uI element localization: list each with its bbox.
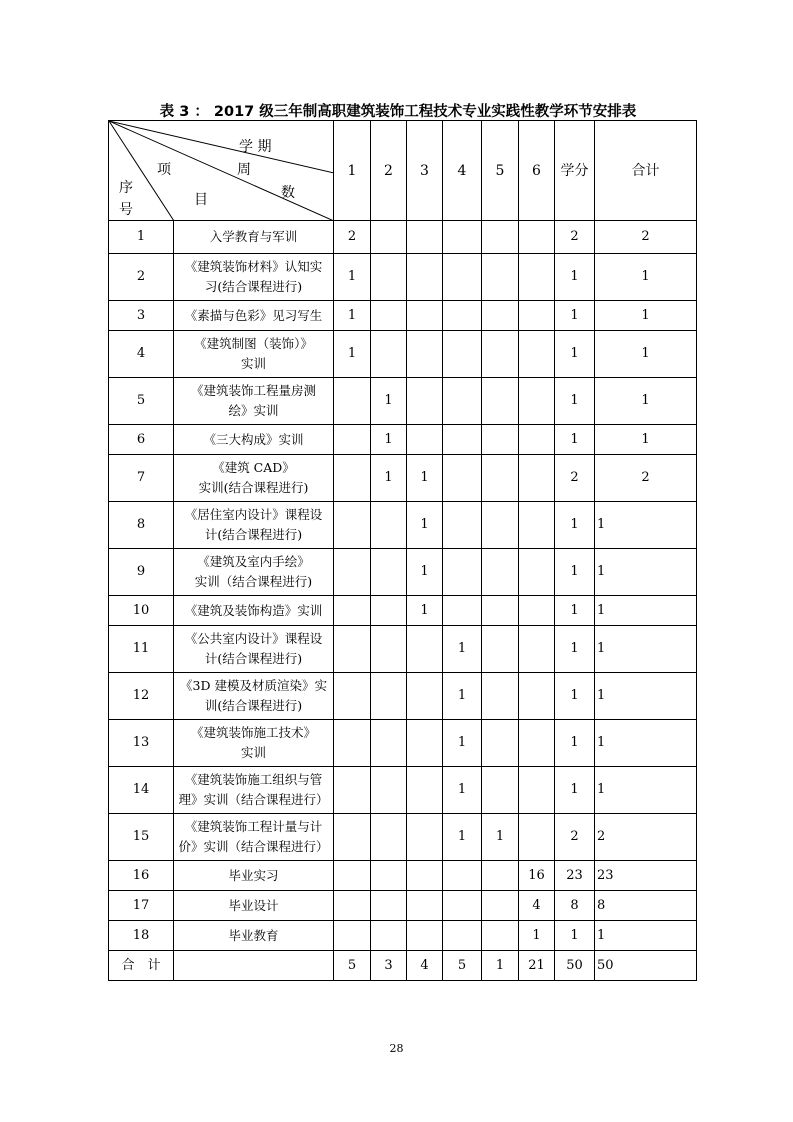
term-value-5: [482, 921, 519, 951]
term-value-5: [482, 254, 519, 301]
term-value-2: 1: [371, 425, 407, 455]
term-value-4: [443, 425, 482, 455]
term-value-6: 16: [519, 861, 555, 891]
term-value-2: [371, 814, 407, 861]
term-value-2: [371, 673, 407, 720]
term-value-4: 1: [443, 814, 482, 861]
item-name-cell: [174, 301, 334, 331]
credit-value: 1: [555, 425, 595, 455]
row-number: 17: [109, 891, 174, 921]
term-value-6: [519, 378, 555, 425]
item-name-line: 实训: [240, 356, 266, 371]
term-value-2: [371, 549, 407, 596]
item-name-line: 毕业实习: [228, 867, 279, 883]
term-value-3: [407, 301, 443, 331]
totals-label: 合 计: [109, 951, 174, 981]
corner-label-term: 学 期: [239, 139, 272, 155]
item-name-cell: [174, 378, 334, 425]
term-value-2: [371, 221, 407, 254]
credit-value: 1: [555, 502, 595, 549]
term-value-4: 1: [443, 720, 482, 767]
term-value-2: 1: [371, 455, 407, 502]
term-value-2: [371, 254, 407, 301]
term-value-4: 1: [443, 626, 482, 673]
item-name-line: 《建筑 CAD》: [212, 460, 295, 475]
table-row: [109, 331, 697, 378]
term-value-1: [334, 767, 371, 814]
totals-term-1: 5: [334, 951, 371, 981]
term-value-3: [407, 891, 443, 921]
term-value-3: [407, 254, 443, 301]
term-value-5: [482, 301, 519, 331]
term-value-1: [334, 502, 371, 549]
term-header-4: 4: [443, 121, 482, 221]
corner-label-item-b: 目: [194, 192, 208, 208]
row-number: 7: [109, 455, 174, 502]
term-header-6: 6: [519, 121, 555, 221]
total-value: 1: [595, 331, 697, 378]
term-value-3: [407, 331, 443, 378]
term-value-6: [519, 455, 555, 502]
term-value-6: [519, 596, 555, 626]
total-value: 1: [595, 767, 697, 814]
item-name-line: 《三大构成》实训: [203, 431, 304, 447]
term-value-2: [371, 720, 407, 767]
term-value-4: [443, 455, 482, 502]
row-number: 2: [109, 254, 174, 301]
corner-label-count: 数: [281, 185, 295, 201]
total-header: 合计: [595, 121, 697, 221]
term-value-6: [519, 502, 555, 549]
row-number: 16: [109, 861, 174, 891]
total-value: 1: [595, 921, 697, 951]
item-name-line: 价》实训（结合课程进行）: [178, 839, 329, 854]
term-value-5: [482, 549, 519, 596]
item-name-cell: [174, 455, 334, 502]
total-value: 1: [595, 549, 697, 596]
item-name-line: 实训（结合课程进行): [194, 574, 313, 589]
table-row: [109, 814, 697, 861]
term-value-4: [443, 596, 482, 626]
term-value-5: [482, 891, 519, 921]
item-name-line: 《公共室内设计》课程设: [184, 631, 323, 646]
term-header-2: 2: [371, 121, 407, 221]
term-value-2: [371, 861, 407, 891]
term-value-1: [334, 596, 371, 626]
table-row: [109, 549, 697, 596]
term-value-3: [407, 921, 443, 951]
term-value-1: [334, 921, 371, 951]
term-value-3: [407, 720, 443, 767]
item-name-line: 《建筑制图（装饰）》: [194, 336, 313, 351]
item-name-line: 《素描与色彩》见习写生: [184, 307, 323, 323]
item-name-cell: [174, 596, 334, 626]
term-value-4: [443, 254, 482, 301]
term-value-4: 1: [443, 673, 482, 720]
item-name-cell: [174, 549, 334, 596]
table-row: [109, 720, 697, 767]
credit-value: 1: [555, 301, 595, 331]
term-value-1: [334, 720, 371, 767]
term-value-4: 1: [443, 767, 482, 814]
term-value-2: [371, 891, 407, 921]
table-row: [109, 221, 697, 254]
total-value: 1: [595, 378, 697, 425]
total-value: 1: [595, 502, 697, 549]
credit-value: 1: [555, 626, 595, 673]
term-value-1: [334, 814, 371, 861]
term-value-3: 1: [407, 502, 443, 549]
term-value-1: [334, 891, 371, 921]
item-name-line: 入学教育与军训: [209, 229, 298, 244]
item-name-cell: [174, 673, 334, 720]
item-name-line: 《建筑及装饰构造》实训: [184, 602, 323, 618]
item-name-cell: [174, 502, 334, 549]
term-value-1: [334, 626, 371, 673]
page-number: 28: [389, 1042, 404, 1055]
term-value-2: [371, 921, 407, 951]
totals-term-6: 21: [519, 951, 555, 981]
item-name-line: 《建筑装饰材料》认知实: [184, 259, 323, 274]
table-row: [109, 921, 697, 951]
term-value-4: [443, 891, 482, 921]
term-value-4: [443, 301, 482, 331]
credit-value: 1: [555, 767, 595, 814]
term-value-1: [334, 425, 371, 455]
term-value-6: 4: [519, 891, 555, 921]
row-number: 14: [109, 767, 174, 814]
term-header-5: 5: [482, 121, 519, 221]
totals-term-5: 1: [482, 951, 519, 981]
item-name-line: 实训: [240, 745, 266, 760]
term-value-6: [519, 254, 555, 301]
item-name-cell: [174, 425, 334, 455]
item-name-line: 毕业设计: [228, 897, 279, 913]
credit-value: 1: [555, 378, 595, 425]
term-value-5: [482, 331, 519, 378]
credit-value: 2: [555, 455, 595, 502]
item-name-line: 实训(结合课程进行): [198, 480, 309, 495]
item-name-line: 《建筑装饰工程量房测: [190, 383, 316, 398]
row-number: 13: [109, 720, 174, 767]
term-value-5: [482, 425, 519, 455]
total-value: 1: [595, 254, 697, 301]
credit-value: 1: [555, 549, 595, 596]
totals-name-empty: [174, 951, 334, 981]
corner-label-week: 周: [237, 162, 251, 178]
term-value-6: [519, 814, 555, 861]
term-value-3: [407, 378, 443, 425]
row-number: 12: [109, 673, 174, 720]
credit-value: 1: [555, 720, 595, 767]
total-value: 2: [595, 455, 697, 502]
term-value-2: [371, 626, 407, 673]
term-value-3: [407, 673, 443, 720]
table-row: [109, 502, 697, 549]
term-value-6: [519, 331, 555, 378]
item-name-cell: [174, 891, 334, 921]
item-name-line: 《3D 建模及材质渲染》实: [180, 678, 327, 693]
credit-value: 1: [555, 596, 595, 626]
term-value-1: 1: [334, 301, 371, 331]
table-row: [109, 378, 697, 425]
credit-value: 1: [555, 331, 595, 378]
credit-value: 1: [555, 254, 595, 301]
totals-credit: 50: [555, 951, 595, 981]
term-value-5: [482, 221, 519, 254]
header-row: [109, 121, 697, 221]
table-row: [109, 254, 697, 301]
row-number: 18: [109, 921, 174, 951]
table-row: [109, 425, 697, 455]
totals-total: 50: [595, 951, 697, 981]
term-value-4: [443, 861, 482, 891]
term-value-3: [407, 767, 443, 814]
item-name-line: 计(结合课程进行): [204, 651, 303, 666]
term-value-3: 1: [407, 455, 443, 502]
row-number: 5: [109, 378, 174, 425]
table-row: [109, 301, 697, 331]
term-value-5: [482, 673, 519, 720]
credit-value: 1: [555, 673, 595, 720]
term-value-5: [482, 861, 519, 891]
schedule-table: [108, 120, 697, 981]
term-value-2: [371, 767, 407, 814]
term-value-1: [334, 673, 371, 720]
table-row: [109, 626, 697, 673]
table-row: [109, 673, 697, 720]
row-number: 15: [109, 814, 174, 861]
corner-label-item-a: 项: [157, 162, 171, 178]
totals-term-2: 3: [371, 951, 407, 981]
item-name-cell: [174, 814, 334, 861]
term-value-4: [443, 502, 482, 549]
row-number: 4: [109, 331, 174, 378]
credit-header: 学分: [555, 121, 595, 221]
credit-value: 8: [555, 891, 595, 921]
row-number: 6: [109, 425, 174, 455]
item-name-line: 《居住室内设计》课程设: [184, 507, 323, 522]
term-value-6: [519, 720, 555, 767]
term-value-1: 1: [334, 331, 371, 378]
term-value-3: [407, 814, 443, 861]
term-value-6: [519, 673, 555, 720]
item-name-line: 毕业教育: [228, 927, 279, 943]
term-value-1: [334, 455, 371, 502]
term-value-1: [334, 861, 371, 891]
item-name-cell: [174, 861, 334, 891]
term-value-5: [482, 378, 519, 425]
item-name-cell: [174, 254, 334, 301]
corner-label-no-b: 号: [119, 202, 133, 218]
term-value-6: [519, 301, 555, 331]
item-name-cell: [174, 720, 334, 767]
item-name-cell: [174, 331, 334, 378]
term-value-2: [371, 331, 407, 378]
term-value-5: [482, 720, 519, 767]
item-name-cell: [174, 626, 334, 673]
table-body: [109, 121, 697, 981]
term-value-2: [371, 596, 407, 626]
term-value-6: [519, 425, 555, 455]
table-row: [109, 891, 697, 921]
term-value-5: 1: [482, 814, 519, 861]
total-value: 2: [595, 221, 697, 254]
term-value-3: 1: [407, 549, 443, 596]
term-value-4: [443, 221, 482, 254]
term-value-5: [482, 596, 519, 626]
credit-value: 2: [555, 814, 595, 861]
item-name-line: 理》实训（结合课程进行）: [178, 792, 329, 807]
total-value: 1: [595, 720, 697, 767]
term-value-5: [482, 455, 519, 502]
row-number: 1: [109, 221, 174, 254]
term-value-3: [407, 221, 443, 254]
row-number: 9: [109, 549, 174, 596]
row-number: 10: [109, 596, 174, 626]
table-row: [109, 861, 697, 891]
term-header-1: 1: [334, 121, 371, 221]
total-value: 2: [595, 814, 697, 861]
diagonal-header-cell: [109, 121, 334, 221]
credit-value: 23: [555, 861, 595, 891]
term-value-4: [443, 378, 482, 425]
total-value: 8: [595, 891, 697, 921]
term-value-1: [334, 549, 371, 596]
row-number: 11: [109, 626, 174, 673]
total-value: 1: [595, 626, 697, 673]
term-value-3: [407, 861, 443, 891]
term-value-1: 1: [334, 254, 371, 301]
term-value-6: [519, 549, 555, 596]
term-value-3: [407, 425, 443, 455]
total-value: 1: [595, 425, 697, 455]
term-value-5: [482, 626, 519, 673]
total-value: 23: [595, 861, 697, 891]
item-name-line: 《建筑及室内手绘》: [197, 554, 310, 569]
schedule-table-container: [108, 120, 697, 981]
term-value-3: [407, 626, 443, 673]
item-name-line: 《建筑装饰工程计量与计: [184, 819, 323, 834]
totals-row: [109, 951, 697, 981]
table-row: [109, 455, 697, 502]
totals-term-3: 4: [407, 951, 443, 981]
item-name-line: 习(结合课程进行): [204, 279, 303, 294]
total-value: 1: [595, 673, 697, 720]
term-value-2: [371, 502, 407, 549]
total-value: 1: [595, 301, 697, 331]
item-name-cell: [174, 921, 334, 951]
term-value-2: [371, 301, 407, 331]
table-row: [109, 596, 697, 626]
term-value-4: [443, 921, 482, 951]
diagonal-lines: [109, 121, 334, 221]
term-value-4: [443, 549, 482, 596]
term-value-4: [443, 331, 482, 378]
credit-value: 1: [555, 921, 595, 951]
term-value-6: [519, 221, 555, 254]
totals-term-4: 5: [443, 951, 482, 981]
term-value-5: [482, 502, 519, 549]
item-name-line: 《建筑装饰施工组织与管: [184, 772, 323, 787]
term-value-3: 1: [407, 596, 443, 626]
row-number: 8: [109, 502, 174, 549]
table-title: 表 3 ： 2017 级三年制高职建筑装饰工程技术专业实践性教学环节安排表: [159, 104, 637, 120]
item-name-line: 训(结合课程进行): [204, 698, 303, 713]
total-value: 1: [595, 596, 697, 626]
corner-label-no-a: 序: [119, 180, 133, 196]
credit-value: 2: [555, 221, 595, 254]
term-value-5: [482, 767, 519, 814]
item-name-cell: [174, 221, 334, 254]
item-name-line: 《建筑装饰施工技术》: [190, 725, 316, 740]
term-value-6: [519, 767, 555, 814]
item-name-line: 绘》实训: [228, 403, 279, 418]
term-value-6: [519, 626, 555, 673]
term-value-2: 1: [371, 378, 407, 425]
item-name-cell: [174, 767, 334, 814]
table-row: [109, 767, 697, 814]
term-value-1: [334, 378, 371, 425]
item-name-line: 计(结合课程进行): [204, 527, 303, 542]
term-value-6: 1: [519, 921, 555, 951]
term-value-1: 2: [334, 221, 371, 254]
row-number: 3: [109, 301, 174, 331]
term-header-3: 3: [407, 121, 443, 221]
